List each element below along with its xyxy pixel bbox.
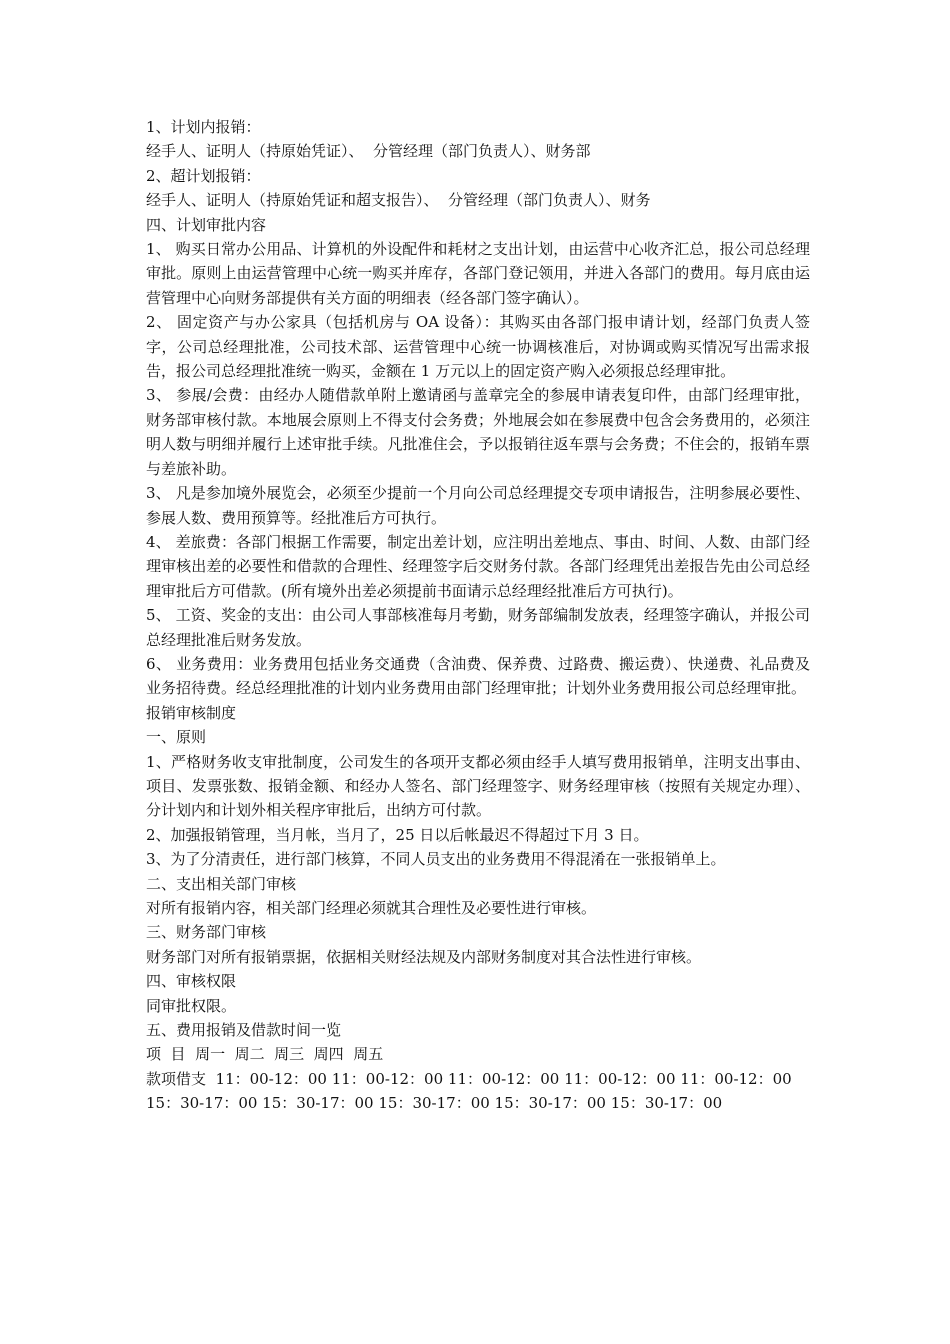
paragraph: 6、 业务费用：业务费用包括业务交通费（含油费、保养费、过路费、搬运费）、快递费、礼品费及业务招待费。经总经理批准的计划内业务费用由部门经理审批；计划外业务费用报公司总经理审批。 [146, 654, 810, 698]
section-item-over-plan-reimbursement: 2、超计划报销： [146, 166, 261, 185]
document-page [146, 115, 810, 1116]
paragraph: 2、 固定资产与办公家具（包括机房与 OA 设备）：其购买由各部门报申请计划，经部门负责人签字，公司总经理批准，公司技术部、运营管理中心统一协调核准后，对协调或购买情况写出需求报告，报公司总经理批准统一购买，金额在 1 万元以上的固定资产购入必须报总经理审批。 [146, 313, 810, 381]
paragraph: 2、加强报销管理，当月帐，当月了，25 日以后帐最迟不得超过下月 3 日。 [146, 825, 649, 844]
section-heading: 四、审核权限 [146, 972, 237, 991]
document-title: 报销审核制度 [146, 703, 237, 722]
paragraph: 3、 参展/会费：由经办人随借款单附上邀请函与盖章完全的参展申请表复印件，由部门经理审批，财务部审核付款。本地展会原则上不得支付会务费；外地展会如在参展费中包含会务费用的，必须注明人数与明细并履行上述审批手续。凡批准住会，予以报销往返车票与会务费；不住会的，报销车票与差旅补助。 [146, 386, 810, 478]
section-heading: 二、支出相关部门审核 [146, 874, 297, 893]
paragraph: 3、为了分清责任，进行部门核算，不同人员支出的业务费用不得混淆在一张报销单上。 [146, 850, 726, 869]
paragraph: 财务部门对所有报销票据，依据相关财经法规及内部财务制度对其合法性进行审核。 [146, 947, 702, 966]
paragraph: 5、 工资、奖金的支出：由公司人事部核准每月考勤，财务部编制发放表，经理签字确认，并报公司总经理批准后财务发放。 [146, 606, 810, 649]
paragraph: 对所有报销内容，相关部门经理必须就其合理性及必要性进行审核。 [146, 899, 597, 917]
paragraph: 3、 凡是参加境外展览会，必须至少提前一个月向公司总经理提交专项申请报告，注明参展必要性、参展人数、费用预算等。经批准后方可执行。 [146, 484, 810, 527]
approval-chain-line: 经手人、证明人（持原始凭证）、 分管经理（部门负责人）、财务部 [146, 142, 591, 161]
section-heading: 五、费用报销及借款时间一览 [146, 1021, 342, 1040]
schedule-row: 15：30-17：00 15：30-17：00 15：30-17：00 15：30-17：00 15：30-17：00 [146, 1094, 723, 1113]
section-heading: 四、计划审批内容 [146, 215, 267, 234]
approval-chain-line: 经手人、证明人（持原始凭证和超支报告）、 分管经理（部门负责人）、财务 [146, 191, 651, 210]
schedule-header-row: 项 目 周一 周二 周三 周四 周五 [146, 1045, 384, 1064]
paragraph: 1、 购买日常办公用品、计算机的外设配件和耗材之支出计划，由运营中心收齐汇总，报公司总经理审批。原则上由运营管理中心统一购买并库存，各部门登记领用，并进入各部门的费用。每月底由运营管理中心向财务部提供有关方面的明细表（经各部门签字确认）。 [146, 240, 810, 307]
paragraph: 1、严格财务收支审批制度，公司发生的各项开支都必须由经手人填写费用报销单，注明支出事由、项目、发票张数、报销金额、和经办人签名、部门经理签字、财务经理审核（按照有关规定办理）、分计划内和计划外相关程序审批后，出纳方可付款。 [146, 752, 810, 820]
section-item-plan-reimbursement: 1、计划内报销： [146, 118, 261, 136]
paragraph: 4、 差旅费：各部门根据工作需要，制定出差计划，应注明出差地点、事由、时间、人数、由部门经理审核出差的必要性和借款的合理性、经理签字后交财务付款。各部门经理凭出差报告先由公司总经理审批后方可借款。(所有境外出差必须提前书面请示总经理经批准后方可执行)。 [146, 532, 810, 600]
paragraph: 同审批权限。 [146, 996, 237, 1015]
schedule-row: 款项借支 11：00-12：00 11：00-12：00 11：00-12：00 11：00-12：00 11：00-12：00 [146, 1069, 792, 1088]
section-heading: 一、原则 [146, 728, 207, 747]
section-heading: 三、财务部门审核 [146, 923, 267, 942]
